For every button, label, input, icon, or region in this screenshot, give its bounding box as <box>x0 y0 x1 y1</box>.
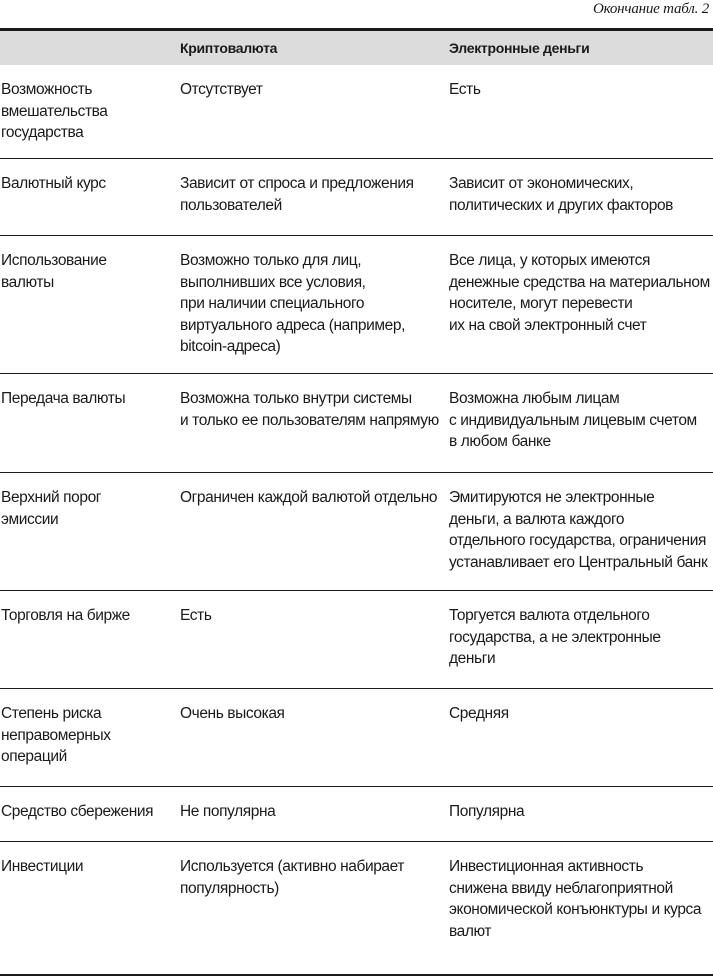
cryptocurrency-cell: Зависит от спроса и предложения пользователей <box>180 175 414 214</box>
table-row <box>0 473 713 591</box>
electronic-money-cell: Инвестиционная активность снижена ввиду неблагоприятной экономической конъюнктуры и курса валют <box>449 858 702 940</box>
criterion-cell: Возможность вмешательства государства <box>1 81 108 141</box>
criterion-cell: Верхний порог эмиссии <box>1 489 102 528</box>
electronic-money-cell: Эмитируются не электронные деньги, а валюта каждого отдельного государства, ограничения устанавливает его Центральный банк <box>449 489 708 571</box>
table-row <box>0 787 713 842</box>
table-row <box>0 842 713 976</box>
cryptocurrency-cell: Возможна только внутри системы и только ее пользователям напрямую <box>180 390 439 429</box>
electronic-money-cell: Зависит от экономических, политических и других факторов <box>449 175 673 214</box>
electronic-money-cell: Есть <box>449 81 481 98</box>
table-row <box>0 374 713 473</box>
cryptocurrency-cell: Отсутствует <box>180 81 263 98</box>
criterion-cell: Торговля на бирже <box>1 607 130 624</box>
criterion-cell: Средство сбережения <box>1 803 154 820</box>
criterion-cell: Использование валюты <box>1 252 107 291</box>
cryptocurrency-cell: Возможно только для лиц, выполнивших все условия, при наличии специального виртуального адреса (например, bitcoin-адреса) <box>180 252 405 355</box>
header-electronic-money: Электронные деньги <box>449 40 590 56</box>
electronic-money-cell: Все лица, у которых имеются денежные средства на материальном носителе, могут перевести их на свой электронный счет <box>449 252 710 334</box>
criterion-cell: Степень риска неправомерных операций <box>1 705 111 765</box>
electronic-money-cell: Возможна любым лицам с индивидуальным лицевым счетом в любом банке <box>449 390 697 450</box>
criterion-cell: Передача валюты <box>1 390 126 407</box>
electronic-money-cell: Средняя <box>449 705 509 722</box>
table-row <box>0 159 713 236</box>
electronic-money-cell: Торгуется валюта отдельного государства, а не электронные деньги <box>449 607 661 667</box>
electronic-money-cell: Популярна <box>449 803 525 820</box>
table-caption: Окончание табл. 2 <box>592 1 709 17</box>
criterion-cell: Инвестиции <box>1 858 84 875</box>
table-row <box>0 65 713 159</box>
cryptocurrency-cell: Есть <box>180 607 212 624</box>
table-row <box>0 591 713 689</box>
header-cryptocurrency: Криптовалюта <box>180 40 278 56</box>
table-row <box>0 236 713 374</box>
cryptocurrency-cell: Используется (активно набирает популярность) <box>180 858 405 897</box>
cryptocurrency-cell: Очень высокая <box>180 705 285 722</box>
table-row <box>0 689 713 787</box>
criterion-cell: Валютный курс <box>1 175 106 192</box>
cryptocurrency-cell: Ограничен каждой валютой отдельно <box>180 489 438 506</box>
cryptocurrency-cell: Не популярна <box>180 803 276 820</box>
